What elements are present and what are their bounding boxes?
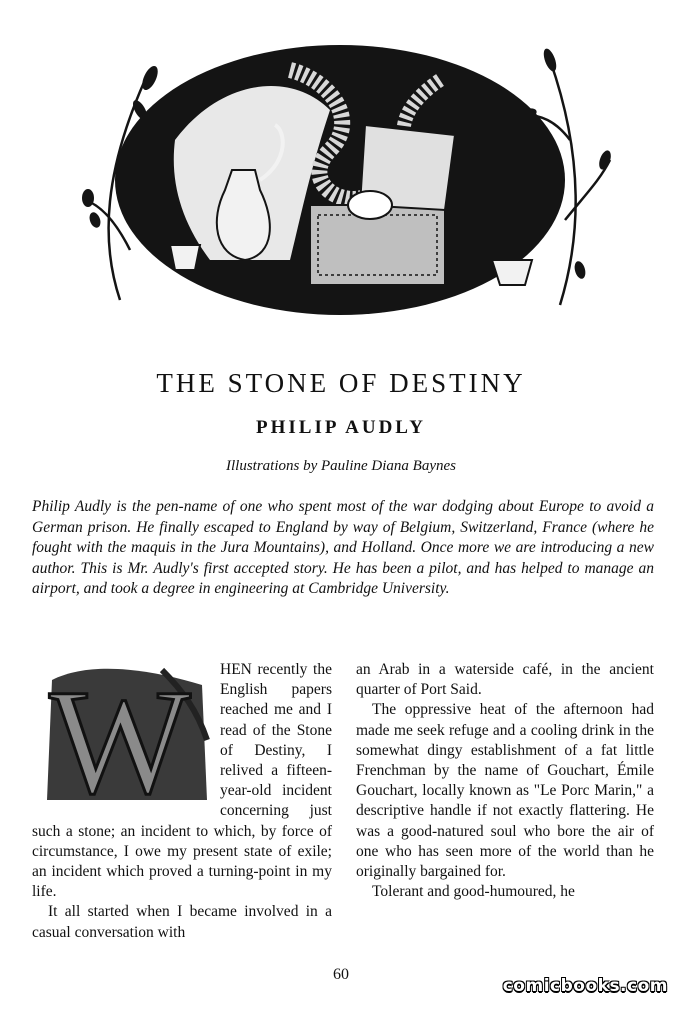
article-author: PHILIP AUDLY: [256, 417, 426, 438]
paragraph: It all started when I became involved in a casual conversation with: [32, 903, 332, 941]
header-illustration: [60, 20, 620, 338]
paragraph: an Arab in a waterside café, in the ancient quarter of Port Said.: [356, 661, 654, 699]
author-introduction: Philip Audly is the pen-name of one who spent most of the war dodging about Europe to avoid a German prison. He finally escaped to England by way of Belgium, Switzerland, France (where he fought with the maquis in the Jura Mountains), and Holland. Once more we are introducing a new author. This is Mr. Audly's first accepted story. He has been a pilot, and has helped to manage an airport, and took a degree in engineering at Cambridge University.: [32, 498, 654, 597]
paragraph: Tolerant and good-humoured, he: [372, 883, 575, 901]
watermark: comicbooks.com: [502, 976, 668, 996]
stone: [348, 191, 392, 219]
drop-cap-w: [32, 660, 214, 806]
page-number: 60: [333, 966, 349, 983]
illustration-credit: Illustrations by Pauline Diana Baynes: [226, 458, 456, 474]
cup-right: [492, 260, 532, 285]
body-column-left: [32, 660, 332, 943]
body-column-right: [356, 660, 654, 902]
drop-cap-letter: W: [49, 660, 191, 806]
paragraph: HEN recently the English papers reached me and I read of the Stone of Destiny, I relived a fifteen-year-old incident concerning just such a stone; an incident to which, by force of circumstance, I owe my present state of exile; an incident which proved a turning-point in my life.: [32, 661, 332, 901]
article-title: THE STONE OF DESTINY: [156, 368, 526, 398]
paragraph: The oppressive heat of the afternoon had made me seek refuge and a cooling drink in the somewhat dingy establishment of a fat little Frenchman by the name of Gouchart, Émile Gouchart, locally known as "Le Porc Marin," a descriptive handle if not exactly flattering. He was a good-natured soul who bore the air of one who has seen more of the world than he originally bargained for.: [356, 701, 654, 881]
cup-left: [170, 245, 200, 270]
